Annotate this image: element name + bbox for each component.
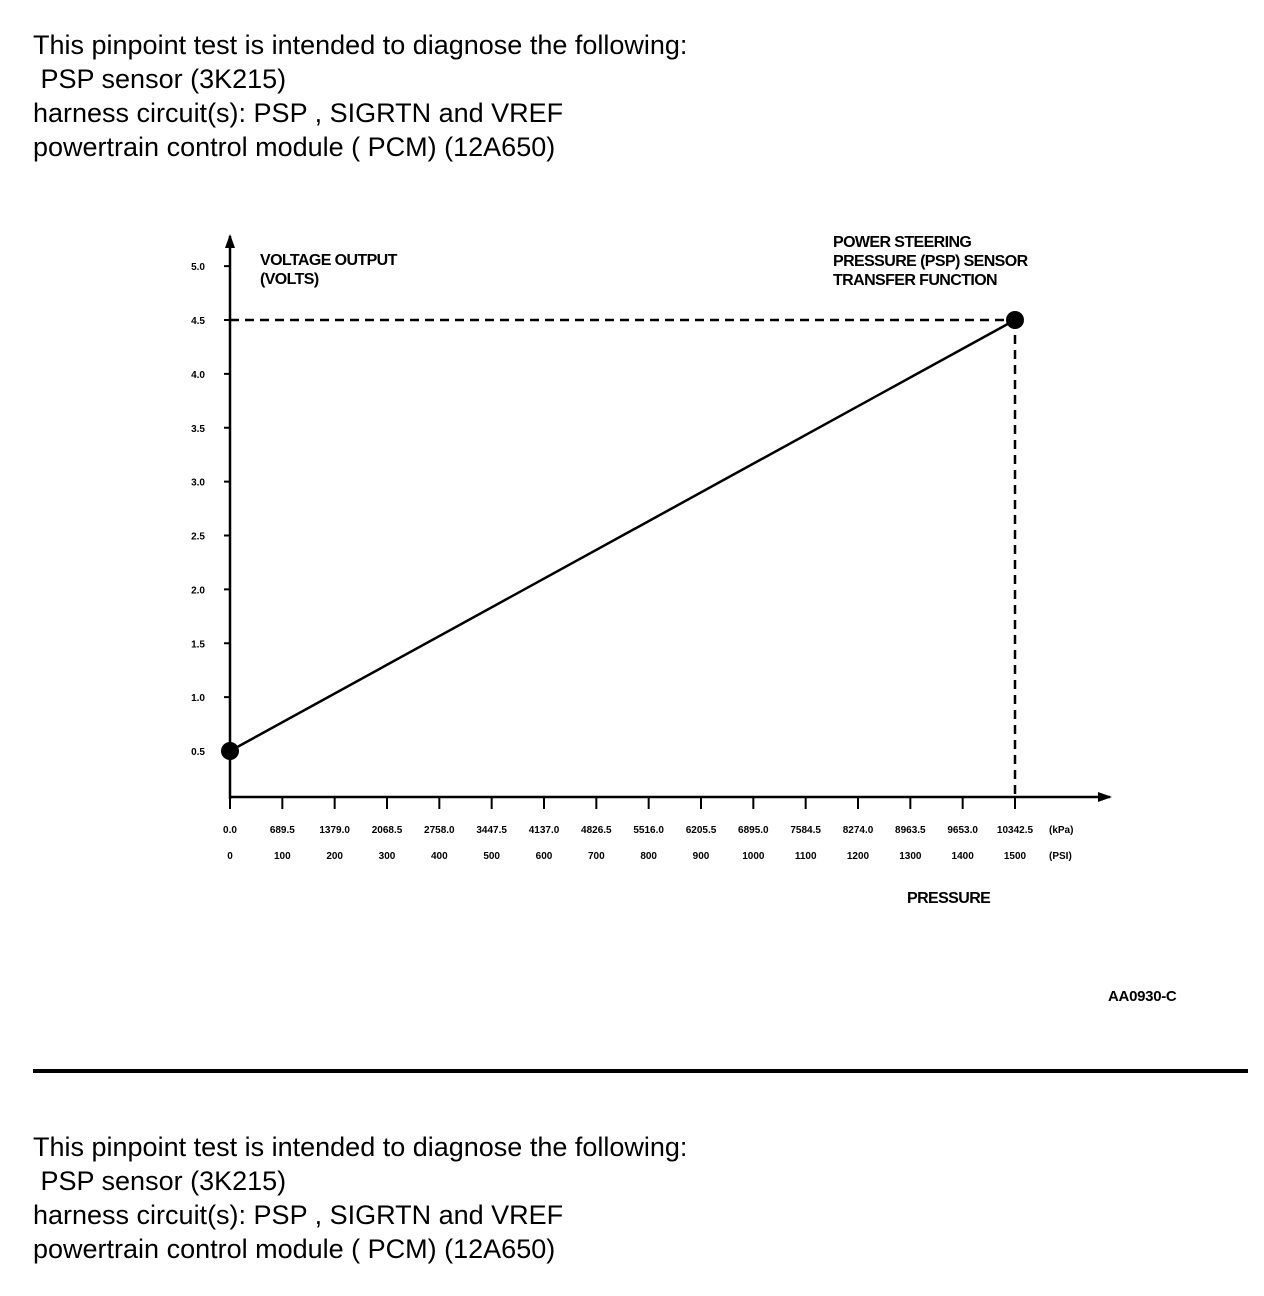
x-tick-label-psi: 1300 <box>899 851 922 862</box>
x-tick-label-kpa: 689.5 <box>269 825 295 836</box>
x-tick-label-kpa: 0.0 <box>223 825 237 836</box>
intro-line: powertrain control module ( PCM) (12A650) <box>33 132 556 162</box>
y-tick-label: 3.5 <box>191 423 205 435</box>
y-tick-label: 2.0 <box>191 585 205 597</box>
series-line <box>230 320 1015 751</box>
x-tick-label-psi: 600 <box>535 851 553 862</box>
x-tick-label-kpa: 2068.5 <box>371 825 403 836</box>
intro-line: harness circuit(s): PSP , SIGRTN and VREF <box>33 98 564 128</box>
y-tick-label: 1.0 <box>191 693 205 705</box>
x-tick-label-kpa: 6895.0 <box>738 825 769 836</box>
chart-title: PRESSURE (PSP) SENSOR <box>833 253 1028 270</box>
x-tick-label-psi: 100 <box>273 851 291 862</box>
data-point <box>1006 311 1024 329</box>
x-tick-label-kpa: 10342.5 <box>996 825 1034 836</box>
x-tick-label-kpa: 9653.0 <box>947 825 978 836</box>
x-tick-label-psi: 400 <box>430 851 448 862</box>
x-ticks <box>223 797 1073 862</box>
x-tick-label-kpa: 6205.5 <box>685 825 717 836</box>
x-tick-label-kpa: 8963.5 <box>895 825 926 836</box>
y-tick-label: 0.5 <box>191 747 205 758</box>
y-tick-label: 2.5 <box>191 531 205 543</box>
y-tick-label: 1.5 <box>191 639 205 651</box>
x-tick-label-kpa: 3447.5 <box>476 825 507 836</box>
y-ticks <box>191 262 230 758</box>
intro-text-bottom <box>33 1130 687 1266</box>
y-tick-label: 4.5 <box>191 316 205 327</box>
x-unit-kpa: (kPa) <box>1049 825 1074 836</box>
intro-line: powertrain control module ( PCM) (12A650) <box>33 1234 556 1264</box>
x-tick-label-kpa: 8274.0 <box>842 825 874 836</box>
x-tick-label-psi: 1500 <box>1003 851 1027 862</box>
y-tick-label: 4.0 <box>191 369 205 381</box>
x-tick-label-psi: 500 <box>483 851 501 862</box>
intro-line: This pinpoint test is intended to diagnose the following: <box>33 30 688 60</box>
x-tick-label-psi: 200 <box>326 851 344 862</box>
x-tick-label-kpa: 4826.5 <box>581 825 612 836</box>
figure-id: AA0930-C <box>1108 988 1177 1005</box>
intro-text-top <box>33 28 687 164</box>
x-tick-label-kpa: 5516.0 <box>633 825 664 836</box>
x-tick-label-psi: 300 <box>378 851 396 862</box>
section-divider <box>33 1069 1248 1073</box>
x-tick-label-psi: 0 <box>227 851 233 862</box>
chart-title: TRANSFER FUNCTION <box>833 272 998 289</box>
chart-labels <box>260 234 1029 907</box>
intro-line: PSP sensor (3K215) <box>33 1166 287 1196</box>
x-unit-psi: (PSI) <box>1049 851 1072 862</box>
x-tick-label-psi: 1400 <box>951 851 974 862</box>
intro-line: This pinpoint test is intended to diagnose the following: <box>33 1132 688 1162</box>
x-tick-label-kpa: 1379.0 <box>319 825 350 836</box>
y-tick-label: 3.0 <box>191 477 205 489</box>
intro-line: harness circuit(s): PSP , SIGRTN and VREF <box>33 1200 564 1230</box>
series-group <box>221 311 1024 760</box>
chart-title: POWER STEERING <box>833 234 972 251</box>
x-tick-label-kpa: 2758.0 <box>424 825 455 836</box>
reference-lines <box>230 320 1015 797</box>
y-axis-label: VOLTAGE OUTPUT <box>260 252 397 269</box>
x-tick-label-kpa: 4137.0 <box>528 825 560 836</box>
x-tick-label-kpa: 7584.5 <box>790 825 821 836</box>
psp-transfer-function-chart <box>0 200 1264 920</box>
x-axis-label: PRESSURE <box>907 890 991 907</box>
intro-line: PSP sensor (3K215) <box>33 64 287 94</box>
y-axis-label: (VOLTS) <box>260 271 319 288</box>
x-tick-label-psi: 1000 <box>742 851 765 862</box>
x-tick-label-psi: 700 <box>587 851 605 862</box>
x-tick-label-psi: 1100 <box>794 851 817 862</box>
x-tick-label-psi: 1200 <box>846 851 870 862</box>
y-tick-label: 5.0 <box>191 262 205 274</box>
x-tick-label-psi: 900 <box>692 851 710 862</box>
x-tick-label-psi: 800 <box>640 851 658 862</box>
